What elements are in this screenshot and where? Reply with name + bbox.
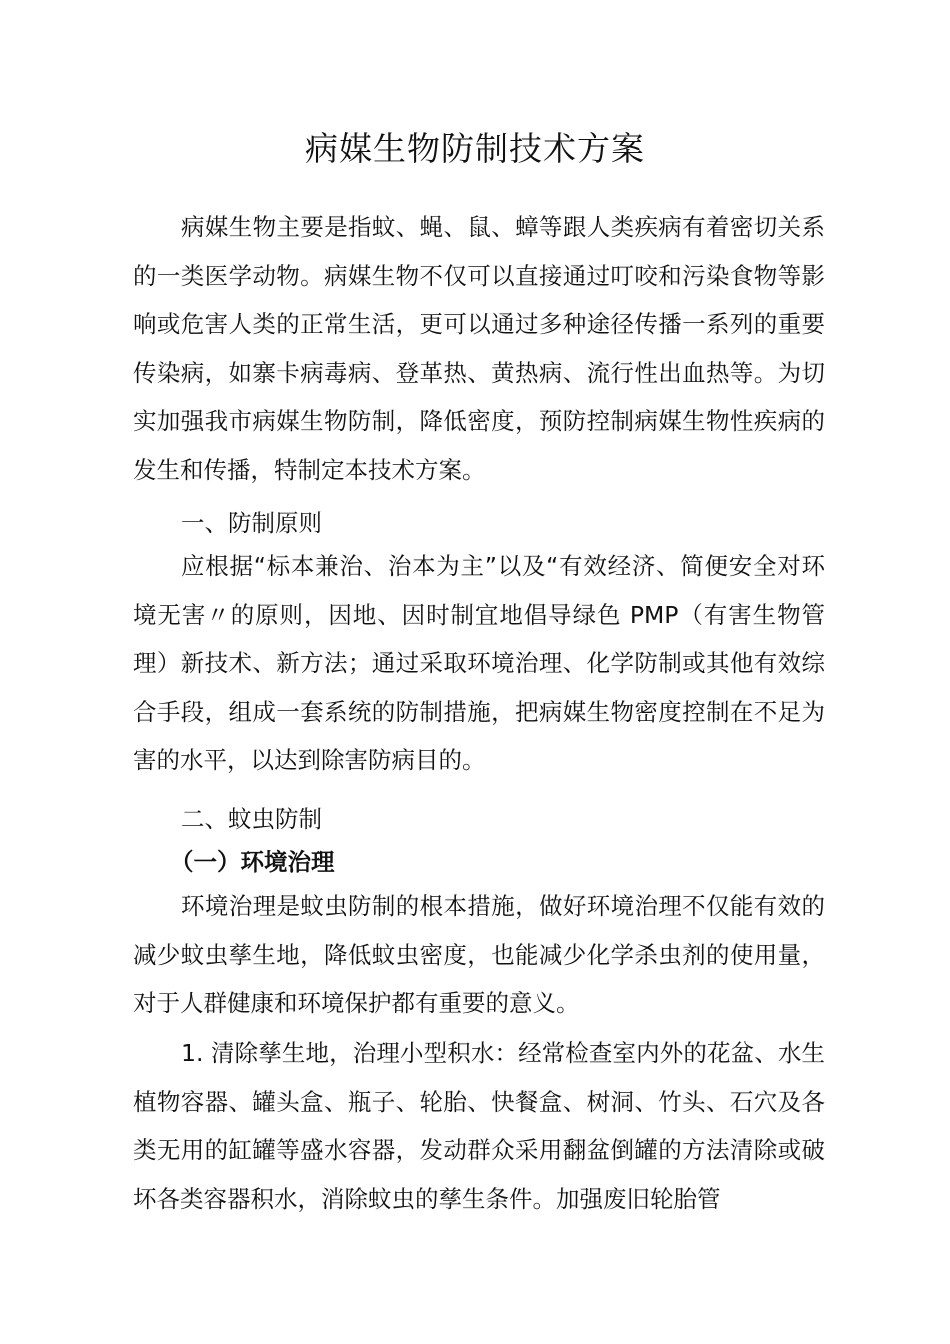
list-item-1: 1. 清除孳生地，治理小型积水：经常检查室内外的花盆、水生植物容器、罐头盒、瓶子、轮胎、快餐盒、树洞、竹头、石穴及各类无用的缸罐等盛水容器，发动群众采用翻盆倒罐的方法清除或破坏各类容器积水，消除蚊虫的孳生条件。加强废旧轮胎管	[133, 1039, 825, 1213]
section-heading-principles: 一、防制原则	[181, 509, 322, 537]
document-title: 病媒生物防制技术方案	[305, 129, 645, 169]
intro-paragraph: 病媒生物主要是指蚊、蝇、鼠、蟑等跟人类疾病有着密切关系的一类医学动物。病媒生物不仅可以直接通过叮咬和污染食物等影响或危害人类的正常生活，更可以通过多种途径传播一系列的重要传染病，如寨卡病毒病、登革热、黄热病、流行性出血热等。为切实加强我市病媒生物防制，降低密度，预防控制病媒生物性疾病的发生和传播，特制定本技术方案。	[133, 213, 825, 484]
subsection-heading-environment: （一）环境治理	[170, 848, 335, 876]
environment-paragraph: 环境治理是蚊虫防制的根本措施，做好环境治理不仅能有效的减少蚊虫孳生地，降低蚊虫密度，也能减少化学杀虫剂的使用量，对于人群健康和环境保护都有重要的意义。	[133, 892, 825, 1017]
section-heading-mosquito-control: 二、蚊虫防制	[181, 805, 322, 833]
principles-paragraph: 应根据“标本兼治、治本为主”以及“有效经济、简便安全对环境无害〃的原则，因地、因时制宜地倡导绿色 PMP（有害生物管理）新技术、新方法；通过采取环境治理、化学防制或其他有效综合手段，组成一套系统的防制措施，把病媒生物密度控制在不足为害的水平，以达到除害防病目的。	[133, 552, 825, 774]
